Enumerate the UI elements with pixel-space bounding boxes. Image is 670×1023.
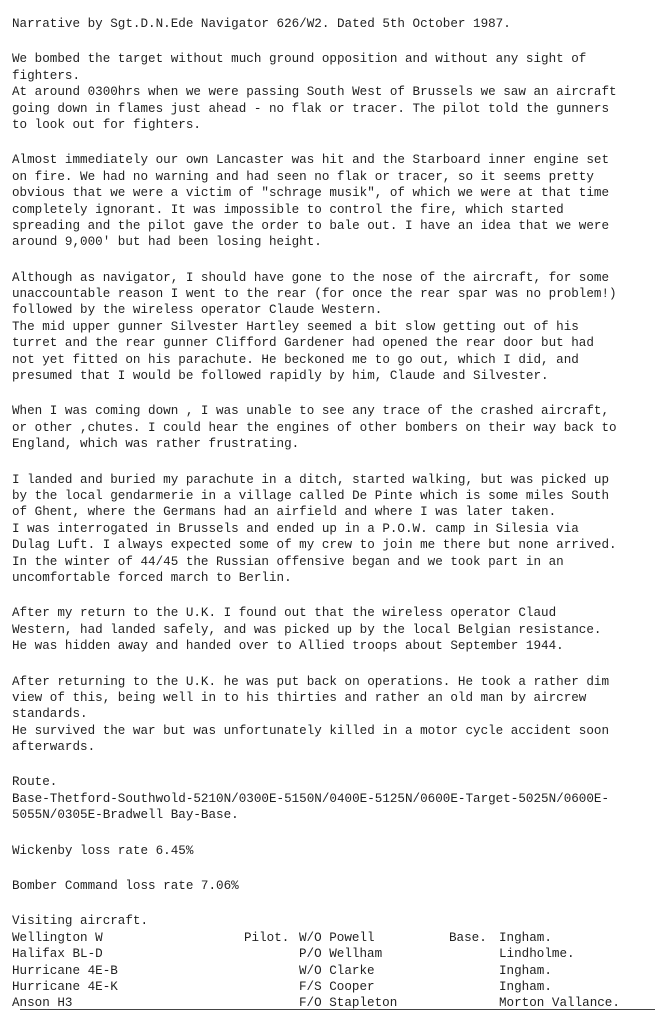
text-line: fighters. xyxy=(12,68,81,83)
pilot-label-cell: Pilot. xyxy=(244,930,290,945)
paragraph xyxy=(12,472,662,587)
pilot-cell: W/O Clarke xyxy=(299,963,375,978)
pilot-cell: F/O Stapleton xyxy=(299,996,398,1011)
paragraph xyxy=(12,152,662,250)
base-cell: Ingham. xyxy=(499,963,552,978)
text-line: He was hidden away and handed over to Allied troops about September 1944. xyxy=(12,639,564,654)
base-cell: Lindholme. xyxy=(499,947,575,962)
narrative-body xyxy=(12,51,662,894)
text-line: 5055N/0305E-Bradwell Bay-Base. xyxy=(12,808,239,823)
pilot-cell: F/S Cooper xyxy=(299,979,375,994)
text-line: I was interrogated in Brussels and ended up in a P.O.W. camp in Silesia via xyxy=(12,521,579,536)
text-line: Almost immediately our own Lancaster was hit and the Starboard inner engine set xyxy=(12,153,610,168)
pilot-label-cell xyxy=(244,946,299,962)
base-label-cell: Base. xyxy=(449,930,487,945)
paragraph xyxy=(12,51,662,133)
text-line: not yet fitted on his parachute. He beckoned me to go out, which I did, and xyxy=(12,352,579,367)
text-line: or other ,chutes. I could hear the engines of other bombers on their way back to xyxy=(12,420,617,435)
base-cell: Ingham. xyxy=(499,930,552,945)
paragraph xyxy=(12,774,662,823)
text-line: At around 0300hrs when we were passing South West of Brussels we saw an aircraft xyxy=(12,85,617,100)
text-line: We bombed the target without much ground opposition and without any sight of xyxy=(12,52,587,67)
base-cell: Ingham. xyxy=(499,979,552,994)
text-line: presumed that I would be followed rapidly by him, Claude and Silvester. xyxy=(12,369,549,384)
text-line: In the winter of 44/45 the Russian offensive began and we took part in an xyxy=(12,554,564,569)
text-line: After my return to the U.K. I found out that the wireless operator Claud xyxy=(12,606,557,621)
text-line: of Ghent, where the Germans had an airfield and where I was later taken. xyxy=(12,505,557,520)
aircraft-cell: Hurricane 4E-B xyxy=(12,963,118,978)
table-row xyxy=(12,979,662,995)
document-page xyxy=(12,16,662,1012)
text-line: going down in flames just ahead - no flak or tracer. The pilot told the gunners xyxy=(12,101,610,116)
table-row xyxy=(12,930,662,946)
document-title-block xyxy=(12,16,662,32)
base-cell: Morton Vallance. xyxy=(499,996,620,1011)
aircraft-cell: Hurricane 4E-K xyxy=(12,979,118,994)
text-line: Dulag Luft. I always expected some of my crew to join me there but none arrived. xyxy=(12,538,617,553)
pilot-label-cell xyxy=(244,979,299,995)
paragraph xyxy=(12,878,662,894)
text-line: Although as navigator, I should have gone to the nose of the aircraft, for some xyxy=(12,270,610,285)
table-row xyxy=(12,946,662,962)
text-line: followed by the wireless operator Claude Western. xyxy=(12,303,383,318)
table-row xyxy=(12,963,662,979)
text-line: to look out for fighters. xyxy=(12,117,201,132)
text-line: Route. xyxy=(12,775,58,790)
text-line: view of this, being well in to his thirties and rather an old man by aircrew xyxy=(12,690,587,705)
text-line: turret and the rear gunner Clifford Gardener had opened the rear door but had xyxy=(12,336,594,351)
text-line: standards. xyxy=(12,707,88,722)
paragraph xyxy=(12,674,662,756)
visiting-aircraft-heading: Visiting aircraft. xyxy=(12,914,149,929)
paragraph xyxy=(12,270,662,385)
text-line: spreading and the pilot gave the order to bale out. I have an idea that we were xyxy=(12,218,610,233)
pilot-cell: W/O Powell xyxy=(299,930,375,945)
base-label-cell xyxy=(449,946,499,962)
aircraft-cell: Halifax BL-D xyxy=(12,947,103,962)
text-line: He survived the war but was unfortunately killed in a motor cycle accident soon xyxy=(12,723,610,738)
text-line: on fire. We had no warning and had seen no flak or tracer, so it seems pretty xyxy=(12,169,594,184)
text-line: When I was coming down , I was unable to see any trace of the crashed aircraft, xyxy=(12,404,610,419)
text-line: Western, had landed safely, and was picked up by the local Belgian resistance. xyxy=(12,622,602,637)
paragraph xyxy=(12,605,662,654)
text-line: The mid upper gunner Silvester Hartley seemed a bit slow getting out of his xyxy=(12,319,579,334)
text-line: around 9,000' but had been losing height. xyxy=(12,235,322,250)
base-label-cell xyxy=(449,979,499,995)
base-label-cell xyxy=(449,963,499,979)
text-line: obvious that we were a victim of "schrage musik", of which we were at that time xyxy=(12,186,610,201)
aircraft-cell: Wellington W xyxy=(12,930,103,945)
text-line: Bomber Command loss rate 7.06% xyxy=(12,879,239,894)
visiting-aircraft-rows xyxy=(12,930,662,1012)
visiting-aircraft-table xyxy=(12,913,662,1011)
text-line: I landed and buried my parachute in a ditch, started walking, but was picked up xyxy=(12,472,610,487)
pilot-cell: P/O Wellham xyxy=(299,947,383,962)
text-line: completely ignorant. It was impossible to control the fire, which started xyxy=(12,202,564,217)
text-line: Wickenby loss rate 6.45% xyxy=(12,843,194,858)
paragraph xyxy=(12,403,662,452)
text-line: England, which was rather frustrating. xyxy=(12,437,300,452)
pilot-label-cell xyxy=(244,963,299,979)
text-line: Base-Thetford-Southwold-5210N/0300E-5150N/0400E-5125N/0600E-Target-5025N/0600E- xyxy=(12,791,610,806)
document-title: Narrative by Sgt.D.N.Ede Navigator 626/W2. Dated 5th October 1987. xyxy=(12,17,511,31)
text-line: After returning to the U.K. he was put back on operations. He took a rather dim xyxy=(12,674,610,689)
paragraph xyxy=(12,843,662,859)
text-line: by the local gendarmerie in a village called De Pinte which is some miles South xyxy=(12,488,610,503)
text-line: uncomfortable forced march to Berlin. xyxy=(12,570,292,585)
text-line: afterwards. xyxy=(12,740,96,755)
bottom-rule xyxy=(20,1009,655,1010)
text-line: unaccountable reason I went to the rear (for once the rear spar was no problem!) xyxy=(12,287,617,302)
aircraft-cell: Anson H3 xyxy=(12,996,73,1011)
